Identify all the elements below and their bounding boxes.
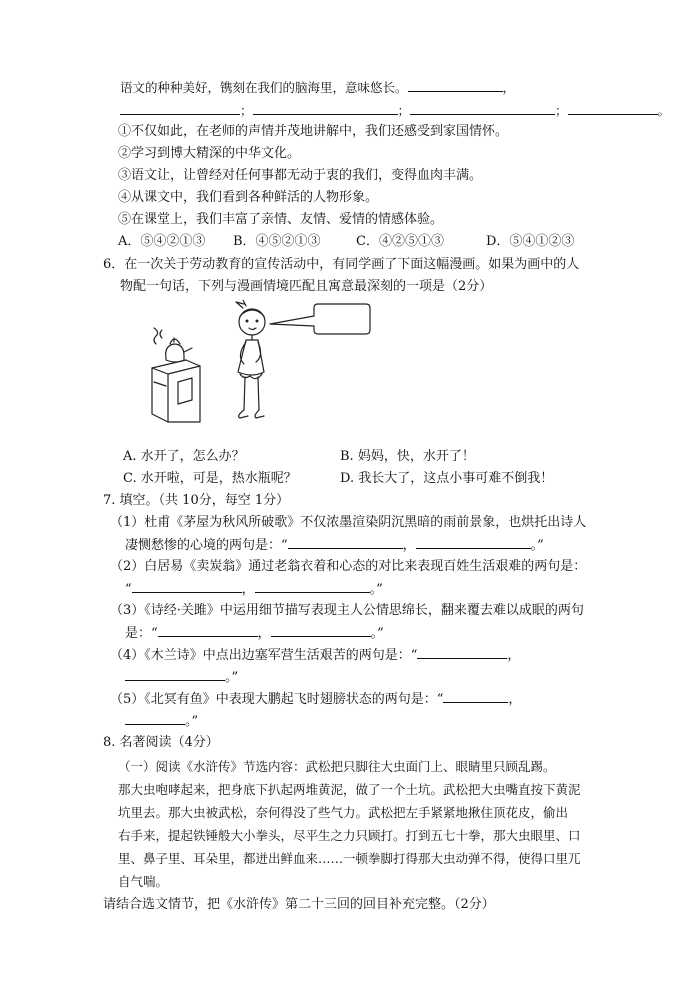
blank[interactable] <box>416 535 531 549</box>
q8-passage-line-6: 自气喘。 <box>118 874 169 889</box>
blank[interactable] <box>158 623 258 637</box>
blank[interactable] <box>288 535 403 549</box>
q6-option-c[interactable]: C. 水开啦，可是，热水瓶呢？ <box>123 471 297 486</box>
blank[interactable] <box>443 689 508 703</box>
girl-figure <box>236 300 265 418</box>
q7-item-1-line-1: （1）杜甫《茅屋为秋风所破歌》不仅浓墨渲染阴沉黑暗的雨前景象，也烘托出诗人 <box>110 515 587 530</box>
q8-passage-line-2: 那大虫咆哮起来，把身底下扒起两堆黄泥，做了一个土坑。武松把大虫嘴直按下黄泥 <box>118 782 581 797</box>
steam-icon <box>154 328 158 344</box>
q8-passage-line-3: 坑里去。那大虫被武松，奈何得没了些气力。武松把左手紧紧地揪住顶花皮，偷出 <box>118 805 569 820</box>
q6-option-b[interactable]: B. 妈妈，快，水开了！ <box>340 449 475 464</box>
q7-item-2-line-2: “ ， 。” <box>125 579 383 600</box>
q5-option-b[interactable]: B．④⑤②①③ <box>233 234 321 249</box>
stove-cabinet <box>152 360 200 422</box>
q6-option-d[interactable]: D. 我长大了，这点小事可难不倒我！ <box>340 471 554 486</box>
q7-item-2-line-1: （2）白居易《卖炭翁》通过老翁衣着和心态的对比来表现百姓生活艰难的两句是： <box>110 559 587 574</box>
q5-option-a[interactable]: A．⑤④②①③ <box>118 234 206 249</box>
q8-passage-line-1: （一）阅读《水浒传》节选内容：武松把只脚往大虫面门上、眼睛里只顾乱踢。 <box>118 759 556 774</box>
q7-item-5-line-2: 。” <box>125 711 198 732</box>
q6-stem-line-1: 6．在一次关于劳动教育的宣传活动中，有同学画了下面这幅漫画。如果为画中的人 <box>103 257 580 272</box>
q5-item-1: ①不仅如此，在老师的声情并茂地讲解中，我们还感受到家国情怀。 <box>118 124 509 139</box>
q7-item-5-line-1: （5）《北冥有鱼》中表现大鹏起飞时翅膀状态的两句是：“ ， <box>110 689 521 710</box>
q5-item-2: ②学习到博大精深的中华文化。 <box>118 146 301 161</box>
blank[interactable] <box>408 78 503 92</box>
speech-bubble <box>270 304 370 334</box>
intro-line-2: ； ； ； 。 <box>120 101 670 121</box>
cartoon-illustration <box>140 300 380 425</box>
q7-item-3-line-2: 是：“ ， 。” <box>125 623 384 644</box>
q5-item-5: ⑤在课堂上，我们丰富了亲情、友情、爱情的情感体验。 <box>118 212 444 227</box>
q7-item-4-line-2: 。” <box>125 667 238 688</box>
blank[interactable] <box>417 645 507 659</box>
blank[interactable] <box>568 101 658 115</box>
q7-item-3-line-1: （3）《诗经·关雎》中运用细节描写表现主人公情思绵长，翻来覆去难以成眠的两句 <box>110 603 584 618</box>
q8-question: 请结合选文情节，把《水浒传》第二十三回的回目补充完整。（2分） <box>103 897 495 912</box>
q5-option-d[interactable]: D．⑤④①②③ <box>486 234 575 249</box>
q7-item-4-line-1: （4）《木兰诗》中点出边塞军营生活艰苦的两句是：“ ， <box>110 645 520 666</box>
q6-stem-line-2: 物配一句话，下列与漫画情境匹配且寓意最深刻的一项是（2分） <box>120 279 493 294</box>
blank[interactable] <box>253 101 398 115</box>
q7-item-1-line-2: 凄恻愁惨的心境的两句是：“ ， 。” <box>125 535 544 556</box>
blank[interactable] <box>410 101 555 115</box>
blank[interactable] <box>125 667 225 681</box>
q8-title: 8. 名著阅读（4分） <box>103 735 219 750</box>
blank[interactable] <box>271 623 371 637</box>
blank[interactable] <box>132 579 242 593</box>
kettle-icon <box>166 344 184 362</box>
q5-item-3: ③语文让，让曾经对任何事都无动于衷的我们，变得血肉丰满。 <box>118 168 483 183</box>
blank[interactable] <box>255 579 370 593</box>
q5-options <box>118 232 574 252</box>
q8-passage-line-5: 里、鼻子里、耳朵里，都迸出鲜血来……一顿拳脚打得那大虫动弹不得，使得口里兀 <box>118 851 581 866</box>
q8-passage-line-4: 右手来，提起铁锤般大小拳头，尽平生之力只顾打。打到五七十拳，那大虫眼里、口 <box>118 828 581 843</box>
intro-line-1: 语文的种种美好，镌刻在我们的脑海里，意味悠长。 ， <box>120 80 516 95</box>
blank[interactable] <box>125 711 185 725</box>
q6-option-a[interactable]: A. 水开了，怎么办？ <box>123 449 245 464</box>
q5-item-4: ④从课文中，我们看到各种鲜活的人物形象。 <box>118 190 379 205</box>
q5-option-c[interactable]: C．④②⑤①③ <box>356 234 444 249</box>
q7-title: 7. 填空。（共 10分，每空 1分） <box>103 493 290 508</box>
blank[interactable] <box>120 101 240 115</box>
